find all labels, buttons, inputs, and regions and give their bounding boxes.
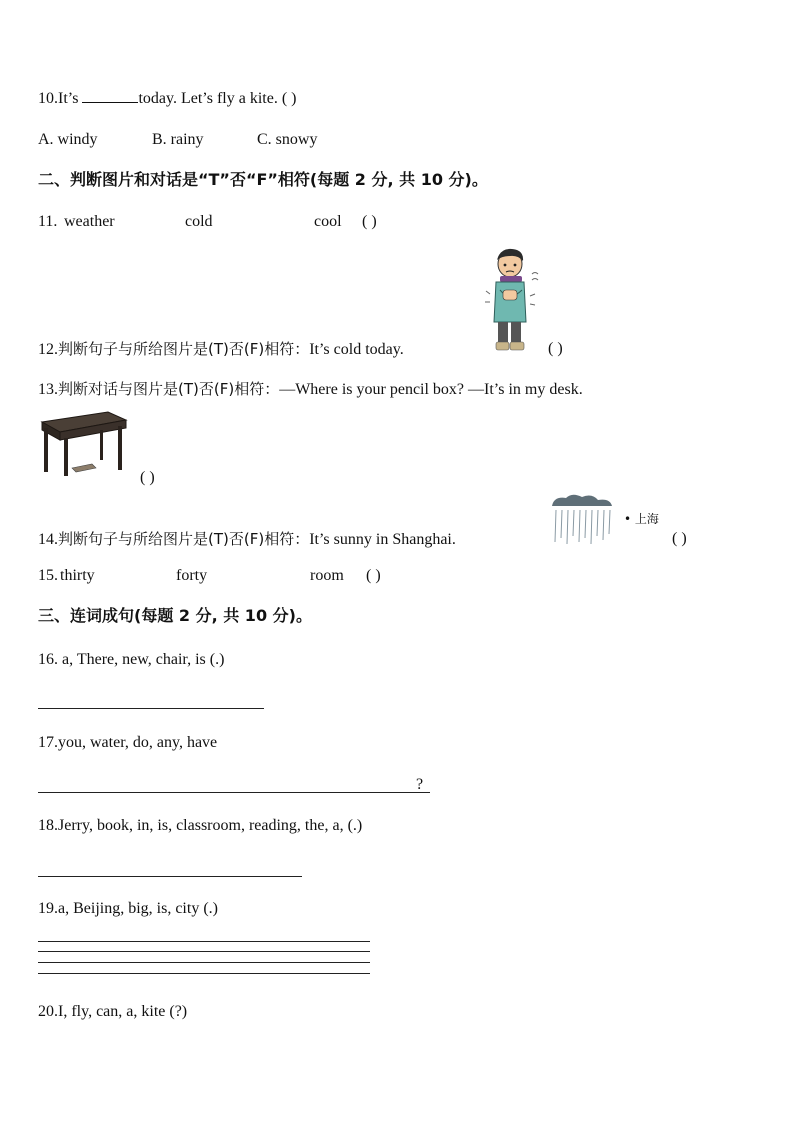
word-list: Jerry, book, in, is, classroom, reading, the, a, (.) [58, 817, 363, 834]
word-room: room [310, 567, 344, 584]
answer-paren[interactable]: ( ) [366, 567, 381, 584]
word-list: I, fly, can, a, kite (?) [58, 1003, 188, 1020]
answer-paren[interactable]: ( ) [140, 469, 155, 486]
question-number: 19. [38, 900, 58, 917]
question-15-number: 15. [38, 567, 58, 584]
question-11-number: 11. [38, 213, 58, 230]
option-a: A. windy [38, 131, 98, 148]
question-mark: ? [416, 776, 424, 793]
word-cool: cool [314, 213, 342, 230]
question-number: 16. [38, 651, 58, 668]
instruction-cn: 判断句子与所给图片是(T)否(F)相符： [58, 530, 310, 548]
writing-line-2[interactable] [38, 951, 370, 952]
question-number: 18. [38, 817, 58, 834]
question-14 [38, 529, 456, 550]
sentence-en: It’s cold today. [309, 341, 404, 358]
section-2-title: 二、判断图片和对话是“T”否“F”相符(每题 2 分, 共 10 分)。 [38, 170, 488, 189]
question-number: 10. [38, 90, 58, 107]
question-text-after: today. Let’s fly a kite. ( ) [138, 90, 297, 107]
question-number: 13. [38, 381, 58, 398]
question-19 [38, 899, 218, 919]
answer-blank[interactable] [82, 88, 138, 103]
word-weather: weather [64, 213, 115, 230]
question-number: 17. [38, 734, 58, 751]
section-3-title: 三、连词成句(每题 2 分, 共 10 分)。 [38, 606, 312, 625]
question-text-before: It’s [58, 90, 79, 107]
answer-paren[interactable]: ( ) [362, 213, 377, 230]
desk-illustration [38, 408, 130, 480]
question-12 [38, 339, 404, 360]
question-16 [38, 650, 224, 670]
cold-boy-illustration [484, 244, 544, 356]
answer-line[interactable] [38, 708, 264, 709]
word-list: a, Beijing, big, is, city (.) [58, 900, 218, 917]
map-label-shanghai: • 上海 [624, 512, 659, 526]
question-18 [38, 816, 362, 836]
question-number: 20. [38, 1003, 58, 1020]
question-20 [38, 1002, 187, 1022]
question-10 [38, 88, 296, 109]
word-thirty: thirty [60, 567, 95, 584]
answer-paren[interactable]: ( ) [672, 530, 687, 547]
question-number: 14. [38, 531, 58, 548]
answer-line[interactable] [38, 792, 430, 793]
question-13 [38, 379, 583, 400]
writing-line-4[interactable] [38, 973, 370, 974]
word-cold: cold [185, 213, 213, 230]
rain-cloud-icon [548, 492, 622, 546]
answer-line[interactable] [38, 876, 302, 877]
writing-line-3[interactable] [38, 962, 370, 963]
instruction-cn: 判断对话与图片是(T)否(F)相符： [58, 380, 280, 398]
question-number: 12. [38, 341, 58, 358]
sentence-en: It’s sunny in Shanghai. [309, 531, 456, 548]
word-list: you, water, do, any, have [58, 734, 218, 751]
word-list: a, There, new, chair, is (.) [58, 651, 225, 668]
instruction-cn: 判断句子与所给图片是(T)否(F)相符： [58, 340, 310, 358]
writing-line-1[interactable] [38, 941, 370, 942]
question-17 [38, 733, 217, 753]
option-c: C. snowy [257, 131, 318, 148]
answer-paren[interactable]: ( ) [548, 340, 563, 357]
dialogue-en: —Where is your pencil box? —It’s in my desk. [279, 381, 583, 398]
option-b: B. rainy [152, 131, 204, 148]
word-forty: forty [176, 567, 208, 584]
